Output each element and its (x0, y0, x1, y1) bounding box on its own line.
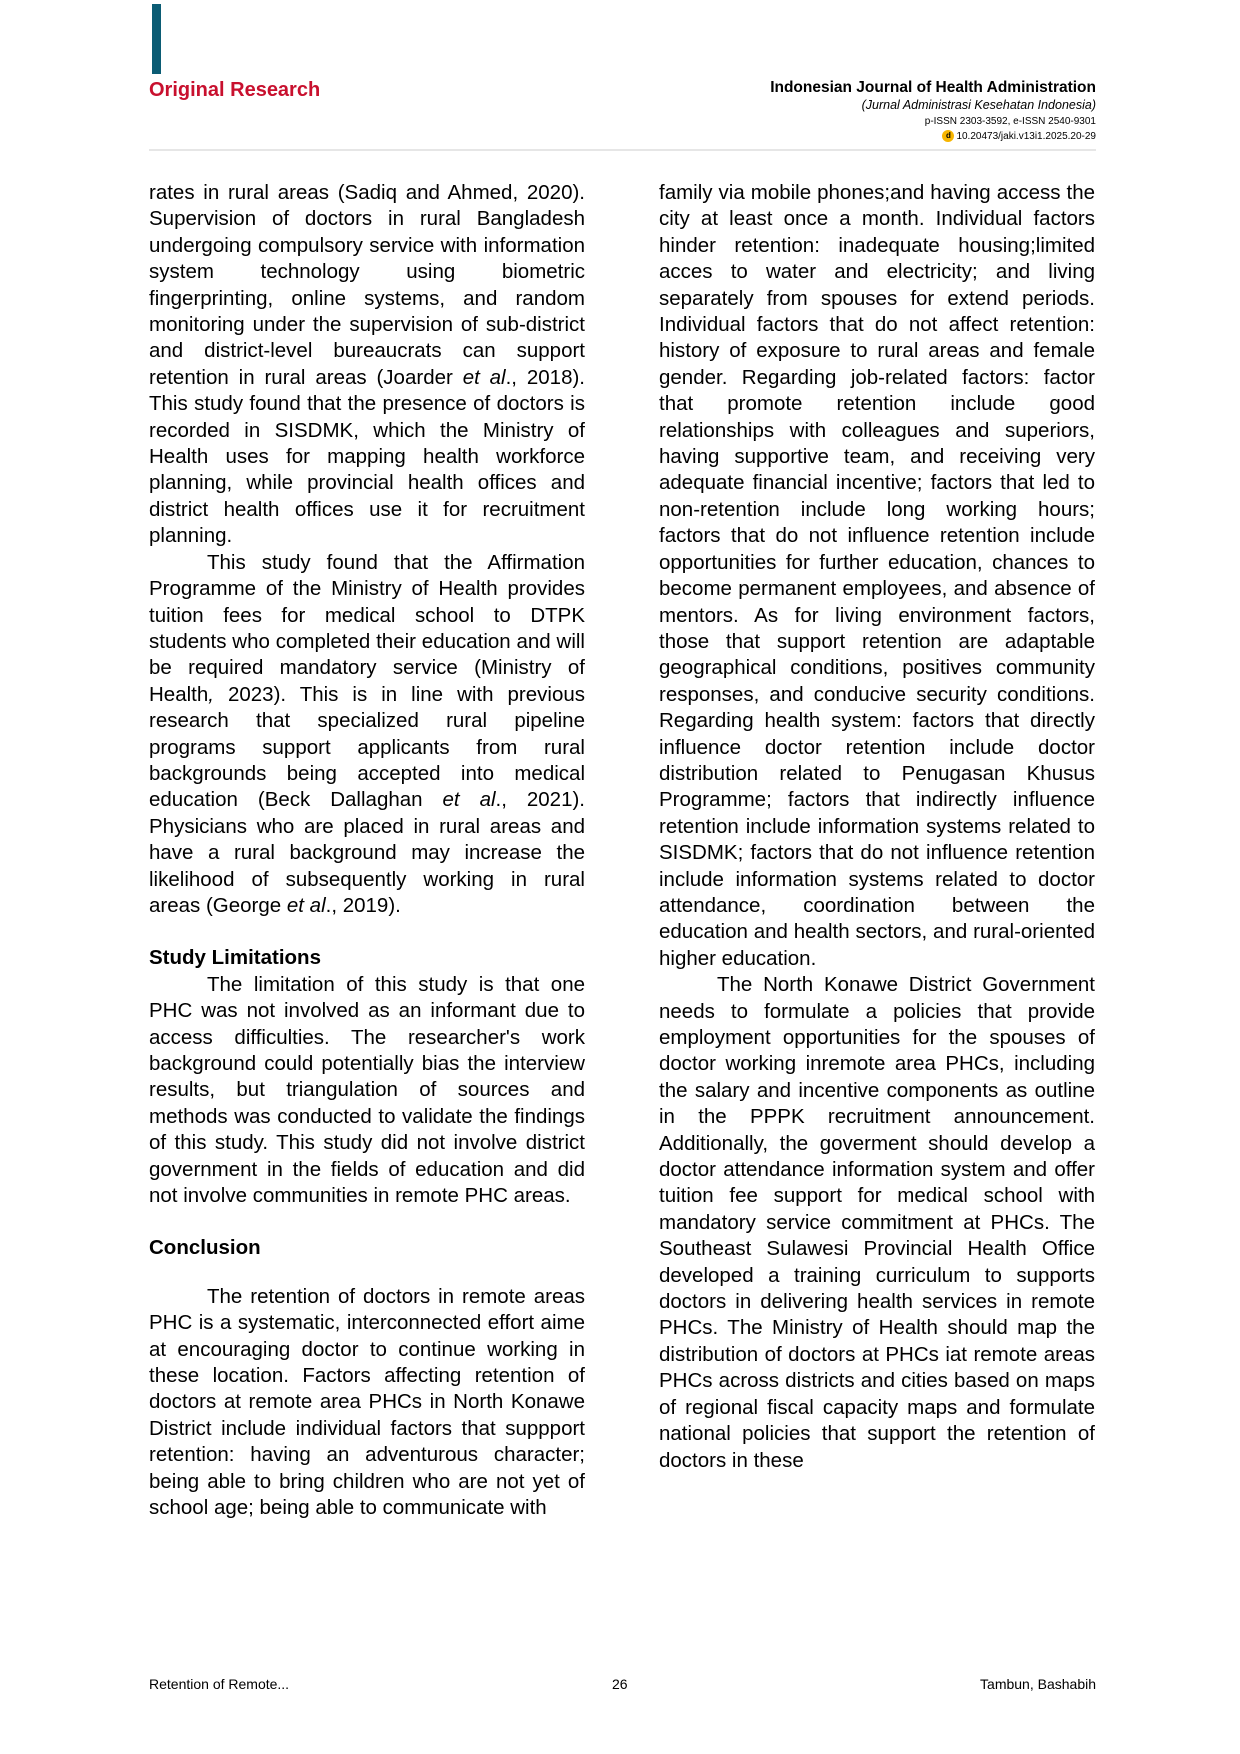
right-column (659, 180, 1095, 1474)
italic-citation: et al (286, 893, 326, 917)
right-paragraph-2: The North Konawe District Government needs to formulate a policies that provide employment opportunities for the spouses of doctor working inremote area PHCs, including the salary and incentive components as outline in the PPPK recruitment announcement. Additionally, the goverment should develop a doctor attendance information system and offer tuition fee support for medical school with mandatory service commitment at PHCs. The Southeast Sulawesi Provincial Health Office developed a training curriculum to supports doctors in delivering health services in remote PHCs. The Ministry of Health should map the distribution of doctors at PHCs iat remote areas PHCs across districts and cities based on maps of regional fiscal capacity maps and formulate national policies that support the retention of doctors in these (659, 973, 1095, 1472)
conclusion-paragraph: The retention of doctors in remote areas PHC is a systematic, interconnected effort aime at encouraging doctor to continue working in these location. Factors affecting retention of doctors at remote area PHCs in North Konawe District include individual factors that suppport retention: having an adventurous character; being able to bring children who are not yet of school age; being able to communicate with (149, 1284, 585, 1520)
journal-issn: p-ISSN 2303-3592, e-ISSN 2540-9301 (924, 116, 1096, 127)
doi-icon: d (942, 130, 954, 142)
conclusion-heading: Conclusion (149, 1236, 261, 1260)
limitations-paragraph: The limitation of this study is that one PHC was not involved as an informant due to access difficulties. The researcher's work background could potentially bias the interview results, but triangulation of sources and methods was conducted to validate the findings of this study. This study did not involve district government in the fields of education and did not involve communities in remote PHC areas. (149, 972, 585, 1208)
italic-citation: et al (462, 365, 506, 389)
journal-title: Indonesian Journal of Health Administration (770, 79, 1096, 96)
doi-text[interactable]: 10.20473/jaki.v13i1.2025.20-29 (956, 131, 1096, 142)
journal-info (770, 78, 1096, 144)
italic-citation: , (208, 682, 214, 706)
footer-running-title: Retention of Remote... (149, 1676, 290, 1692)
limitations-heading: Study Limitations (149, 946, 321, 970)
italic-citation: et al (442, 788, 496, 812)
footer-authors: Tambun, Bashabih (980, 1676, 1096, 1692)
spacer (149, 919, 585, 945)
spacer (149, 1262, 585, 1284)
header-divider (149, 149, 1096, 151)
left-paragraph-2: This study found that the Affirmation Programme of the Ministry of Health provides tuition fees for medical school to DTPK students who completed their education and will be required mandatory service (Ministry of Health, 2023). This is in line with previous research that specialized rural pipeline programs support applicants from rural backgrounds being accepted into medical education (Beck Dallaghan et al., 2021). Physicians who are placed in rural areas and have a rural background may increase the likelihood of subsequently working in rural areas (George et al., 2019). (149, 550, 586, 917)
spacer (149, 1209, 585, 1235)
journal-subtitle: (Jurnal Administrasi Kesehatan Indonesia) (861, 98, 1096, 112)
section-label: Original Research (149, 79, 321, 101)
journal-doi[interactable] (770, 129, 1096, 144)
header-accent-bar (152, 4, 161, 74)
footer-page-number: 26 (612, 1676, 628, 1692)
left-column (149, 180, 585, 1522)
right-paragraph-1: family via mobile phones;and having access the city at least once a month. Individual factors hinder retention: inadequate housing;limited acces to water and electricity; and living separately from spouses for extend periods. Individual factors that do not affect retention: history of exposure to rural areas and female gender. Regarding job-related factors: factor that promote retention include good relationships with colleagues and superiors, having supportive team, and receiving very adequate financial incentive; factors that led to non-retention include long working hours; factors that do not influence retention include opportunities for further education, chances to become permanent employees, and absence of mentors. As for living environment factors, those that support retention are adaptable geographical conditions, positives community responses, and conducive security conditions. Regarding health system: factors that directly influence doctor retention include doctor distribution related to Penugasan Khusus Programme; factors that indirectly influence retention include information systems related to SISDMK; factors that do not influence retention include information systems related to doctor attendance, coordination between the education and health sectors, and rural-oriented higher education. (659, 181, 1095, 970)
left-paragraph-1: rates in rural areas (Sadiq and Ahmed, 2020). Supervision of doctors in rural Bangladesh undergoing compulsory service with information system technology using biometric fingerprinting, online systems, and random monitoring under the supervision of sub-district and district-level bureaucrats can support retention in rural areas (Joarder et al., 2018). This study found that the presence of doctors is recorded in SISDMK, which the Ministry of Health uses for mapping health workforce planning, while provincial health offices and district health offices use it for recruitment planning. (149, 181, 585, 548)
